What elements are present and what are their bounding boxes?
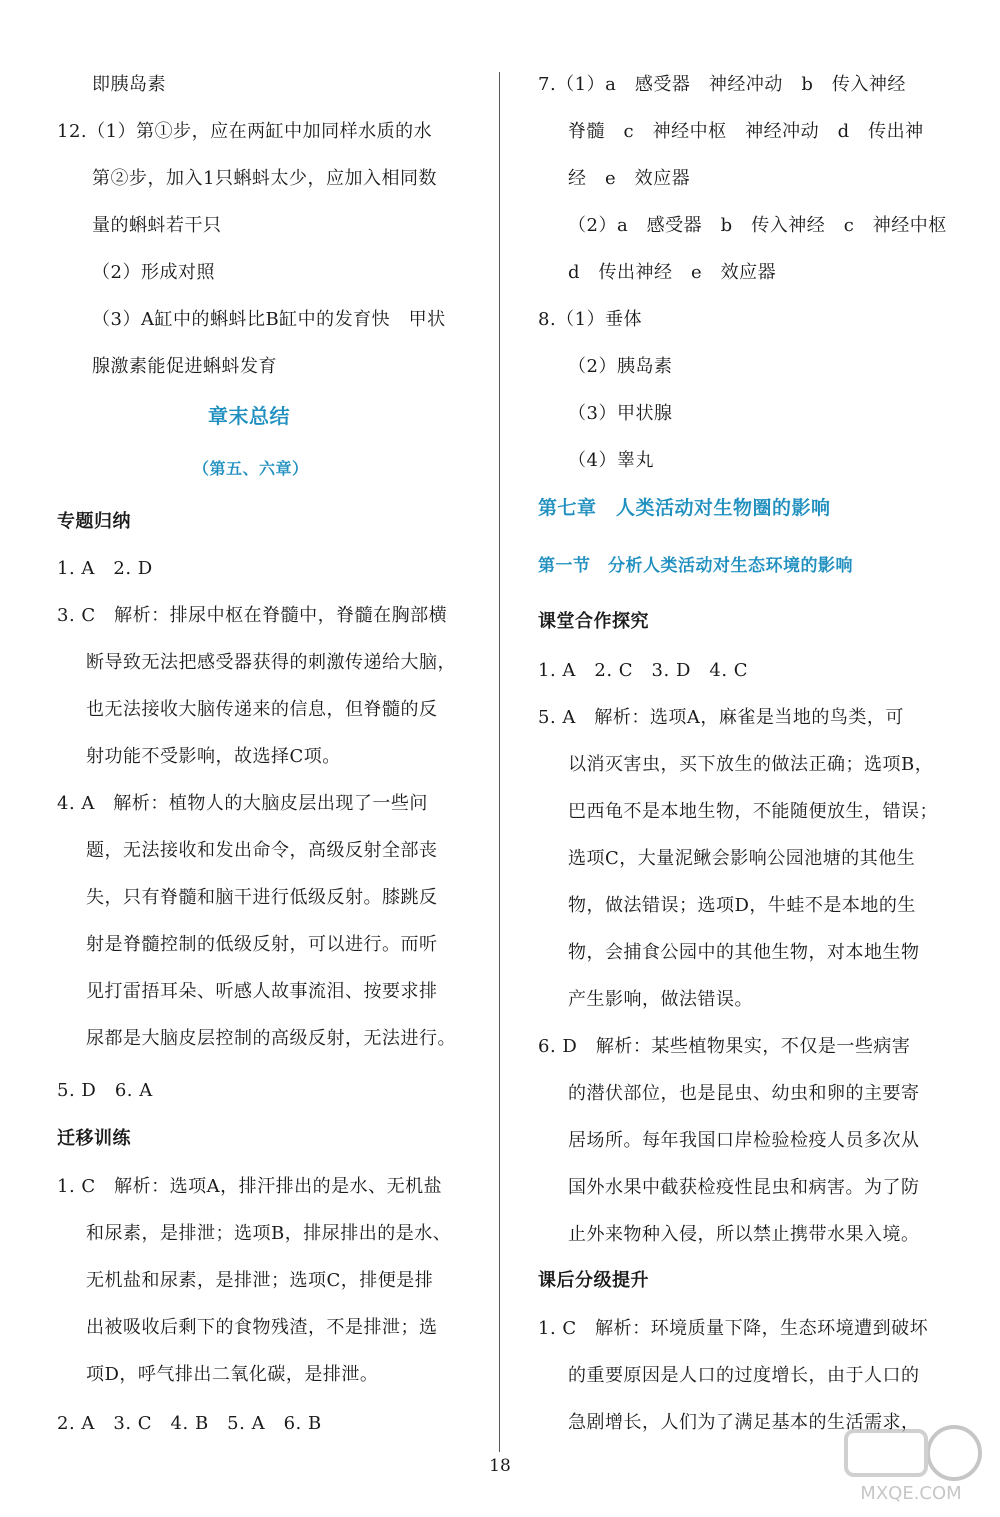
- text-line: （4）睾丸: [568, 450, 654, 471]
- text-line: 经 e 效应器: [568, 168, 691, 189]
- text-line: 项D，呼气排出二氧化碳，是排泄。: [86, 1364, 379, 1385]
- section-heading: 课堂合作探究: [538, 611, 649, 632]
- text-line: 物，会捕食公园中的其他生物，对本地生物: [568, 942, 920, 963]
- text-line: 的重要原因是人口的过度增长，由于人口的: [568, 1365, 920, 1386]
- text-line: 2. A 3. C 4. B 5. A 6. B: [57, 1413, 322, 1434]
- text-line: 失，只有脊髓和脑干进行低级反射。膝跳反: [86, 887, 438, 908]
- watermark-text: MXQE.COM: [860, 1483, 962, 1504]
- watermark-logo: [836, 1417, 986, 1507]
- text-line: 1. C 解析：环境质量下降，生态环境遭到破坏: [538, 1318, 929, 1339]
- section-heading: 迁移训练: [57, 1128, 131, 1149]
- chapter-summary-title: 章末总结: [208, 404, 290, 428]
- text-line: 巴西龟不是本地生物，不能随便放生，错误；: [568, 801, 938, 822]
- text-line: 无机盐和尿素，是排泄；选项C，排便是排: [86, 1270, 434, 1291]
- text-line: （2）形成对照: [92, 262, 215, 283]
- text-line: 居场所。每年我国口岸检验检疫人员多次从: [568, 1130, 920, 1151]
- text-line: 5. D 6. A: [57, 1080, 153, 1101]
- text-line: 国外水果中截获检疫性昆虫和病害。为了防: [568, 1177, 920, 1198]
- text-line: 8.（1）垂体: [538, 309, 643, 330]
- text-line: 6. D 解析：某些植物果实，不仅是一些病害: [538, 1036, 911, 1057]
- section-heading: 专题归纳: [57, 511, 131, 532]
- text-line: 5. A 解析：选项A，麻雀是当地的鸟类，可: [538, 707, 904, 728]
- page-number: 18: [489, 1456, 511, 1476]
- text-line: 第②步，加入1只蝌蚪太少，应加入相同数: [92, 168, 437, 189]
- text-line: 即胰岛素: [92, 74, 166, 95]
- text-line: 1. A 2. C 3. D 4. C: [538, 660, 749, 681]
- text-line: 断导致无法把感受器获得的刺激传递给大脑，: [86, 652, 456, 673]
- text-line: 射是脊髓控制的低级反射，可以进行。而听: [86, 934, 438, 955]
- text-line: 和尿素，是排泄；选项B，排尿排出的是水、: [86, 1223, 452, 1244]
- text-line: 12.（1）第①步，应在两缸中加同样水质的水: [57, 121, 433, 142]
- text-line: 量的蝌蚪若干只: [92, 215, 222, 236]
- section-heading: 课后分级提升: [538, 1270, 649, 1291]
- chapter-summary-title: （第五、六章）: [193, 459, 309, 478]
- text-line: （2）胰岛素: [568, 356, 673, 377]
- text-line: d 传出神经 e 效应器: [568, 262, 777, 283]
- text-line: 的潜伏部位，也是昆虫、幼虫和卵的主要寄: [568, 1083, 920, 1104]
- chapter-title: 第七章 人类活动对生物圈的影响: [538, 497, 831, 519]
- text-line: 4. A 解析：植物人的大脑皮层出现了一些问: [57, 793, 428, 814]
- text-line: 1. A 2. D: [57, 558, 153, 579]
- text-line: 选项C，大量泥鳅会影响公园池塘的其他生: [568, 848, 916, 869]
- text-line: 止外来物种入侵，所以禁止携带水果入境。: [568, 1224, 920, 1245]
- text-line: 物，做法错误；选项D，牛蛙不是本地的生: [568, 895, 916, 916]
- text-line: 射功能不受影响，故选择C项。: [86, 746, 341, 767]
- text-line: 腺激素能促进蝌蚪发育: [92, 356, 277, 377]
- text-line: 也无法接收大脑传递来的信息，但脊髓的反: [86, 699, 438, 720]
- text-line: 产生影响，做法错误。: [568, 989, 753, 1010]
- text-line: （2）a 感受器 b 传入神经 c 神经中枢: [568, 215, 947, 236]
- text-line: （3）甲状腺: [568, 403, 673, 424]
- text-line: 以消灭害虫，买下放生的做法正确；选项B，: [568, 754, 934, 775]
- text-line: 3. C 解析：排尿中枢在脊髓中，脊髓在胸部横: [57, 605, 448, 626]
- text-line: 7.（1）a 感受器 神经冲动 b 传入神经: [538, 74, 906, 95]
- text-line: 脊髓 c 神经中枢 神经冲动 d 传出神: [568, 121, 924, 142]
- text-line: 1. C 解析：选项A，排汗排出的是水、无机盐: [57, 1176, 443, 1197]
- text-line: 出被吸收后剩下的食物残渣，不是排泄；选: [86, 1317, 438, 1338]
- text-line: 见打雷捂耳朵、听感人故事流泪、按要求排: [86, 981, 438, 1002]
- text-line: 急剧增长，人们为了满足基本的生活需求，: [568, 1412, 920, 1433]
- text-line: 尿都是大脑皮层控制的高级反射，无法进行。: [86, 1028, 456, 1049]
- text-line: （3）A缸中的蝌蚪比B缸中的发育快 甲状: [92, 309, 446, 330]
- text-line: 题，无法接收和发出命令，高级反射全部丧: [86, 840, 438, 861]
- chapter-title: 第一节 分析人类活动对生态环境的影响: [538, 556, 853, 576]
- column-divider: [499, 72, 500, 1452]
